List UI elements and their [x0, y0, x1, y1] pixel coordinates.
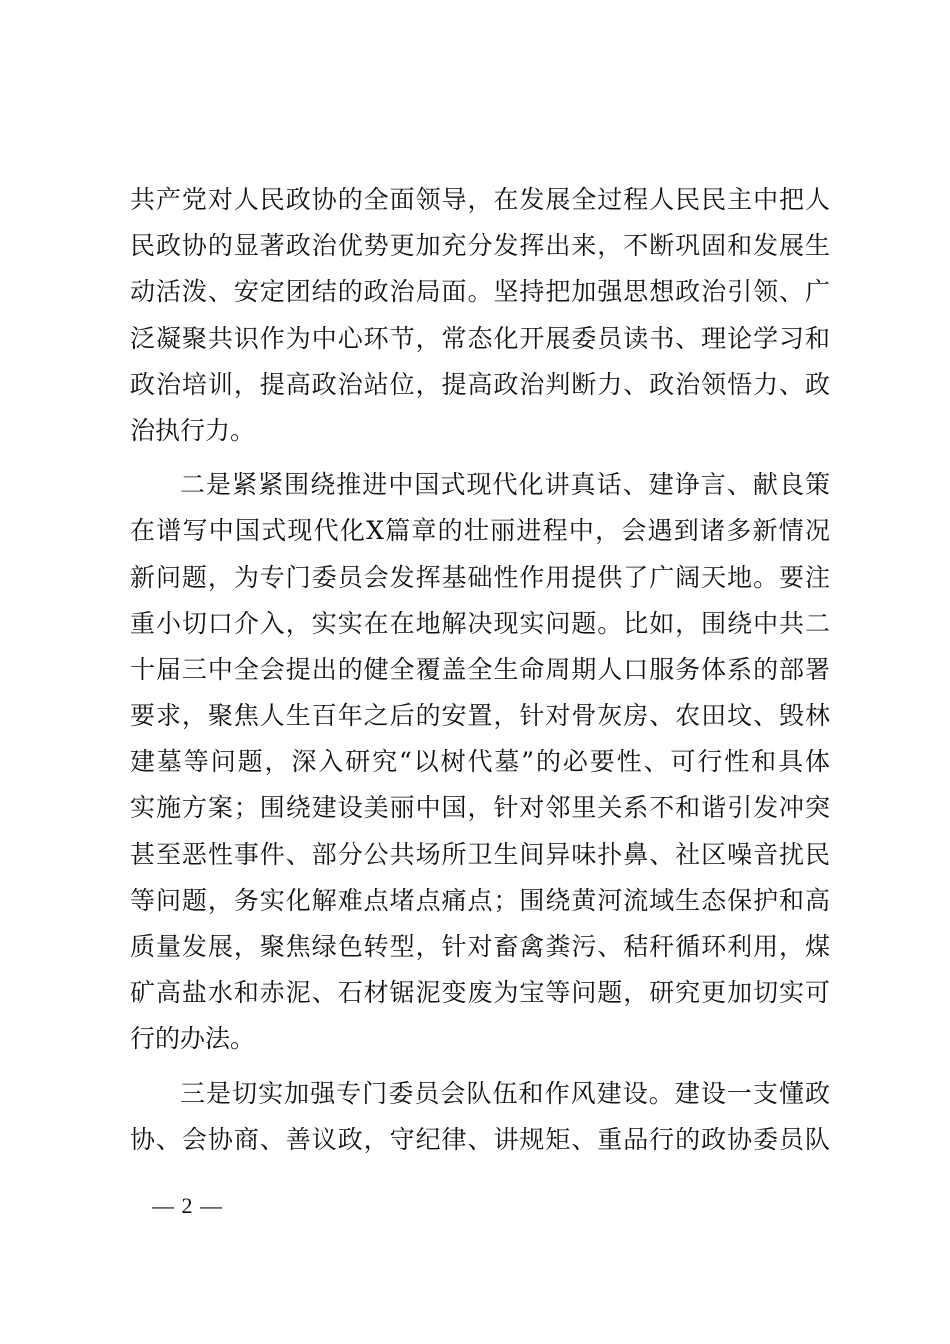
text-line: 在谱写中国式现代化X篇章的壮丽进程中，会遇到诸多新情况 [130, 516, 830, 546]
text-line: 重小切口介入，实实在在地解决现实问题。比如，围绕中共二 [130, 608, 830, 638]
text-line: 动活泼、安定团结的政治局面。坚持把加强思想政治引领、广 [130, 277, 830, 307]
paragraph-2 [130, 462, 830, 1062]
text-line: 行的办法。 [130, 1024, 256, 1054]
text-line: 十届三中全会提出的健全覆盖全生命周期人口服务体系的部署 [130, 654, 830, 684]
page-number: — 2 — [152, 1193, 223, 1218]
text-line: 泛凝聚共识作为中心环节，常态化开展委员读书、理论学习和 [130, 323, 830, 353]
text-line: 要求，聚焦人生百年之后的安置，针对骨灰房、农田坟、毁林 [130, 701, 830, 731]
text-line: 三是切实加强专门委员会队伍和作风建设。建设一支懂政 [180, 1078, 830, 1108]
text-line: 共产党对人民政协的全面领导，在发展全过程人民民主中把人 [130, 185, 830, 214]
text-line: 甚至恶性事件、部分公共场所卫生间异味扑鼻、社区噪音扰民 [130, 839, 830, 869]
body-text [130, 177, 830, 1163]
text-line: 协、会协商、善议政，守纪律、讲规矩、重品行的政协委员队 [130, 1124, 830, 1154]
text-line: 实施方案；围绕建设美丽中国，针对邻里关系不和谐引发冲突 [130, 793, 830, 823]
text-line: 矿高盐水和赤泥、石材锯泥变废为宝等问题，研究更加切实可 [130, 978, 830, 1008]
text-line: 新问题，为专门委员会发挥基础性作用提供了广阔天地。要注 [130, 562, 830, 592]
text-line: 建墓等问题，深入研究“以树代墓”的必要性、可行性和具体 [130, 747, 830, 777]
paragraph-3 [130, 1071, 830, 1163]
paragraph-1 [130, 177, 830, 454]
text-line: 二是紧紧围绕推进中国式现代化讲真话、建诤言、献良策 [180, 470, 830, 500]
text-line: 民政协的显著政治优势更加充分发挥出来，不断巩固和发展生 [130, 231, 830, 261]
text-line: 治执行力。 [130, 415, 256, 445]
text-line: 政治培训，提高政治站位，提高政治判断力、政治领悟力、政 [130, 369, 830, 399]
text-line: 等问题，务实化解难点堵点痛点；围绕黄河流域生态保护和高 [130, 885, 830, 915]
text-line: 质量发展，聚焦绿色转型，针对畜禽粪污、秸秆循环利用，煤 [130, 932, 830, 961]
